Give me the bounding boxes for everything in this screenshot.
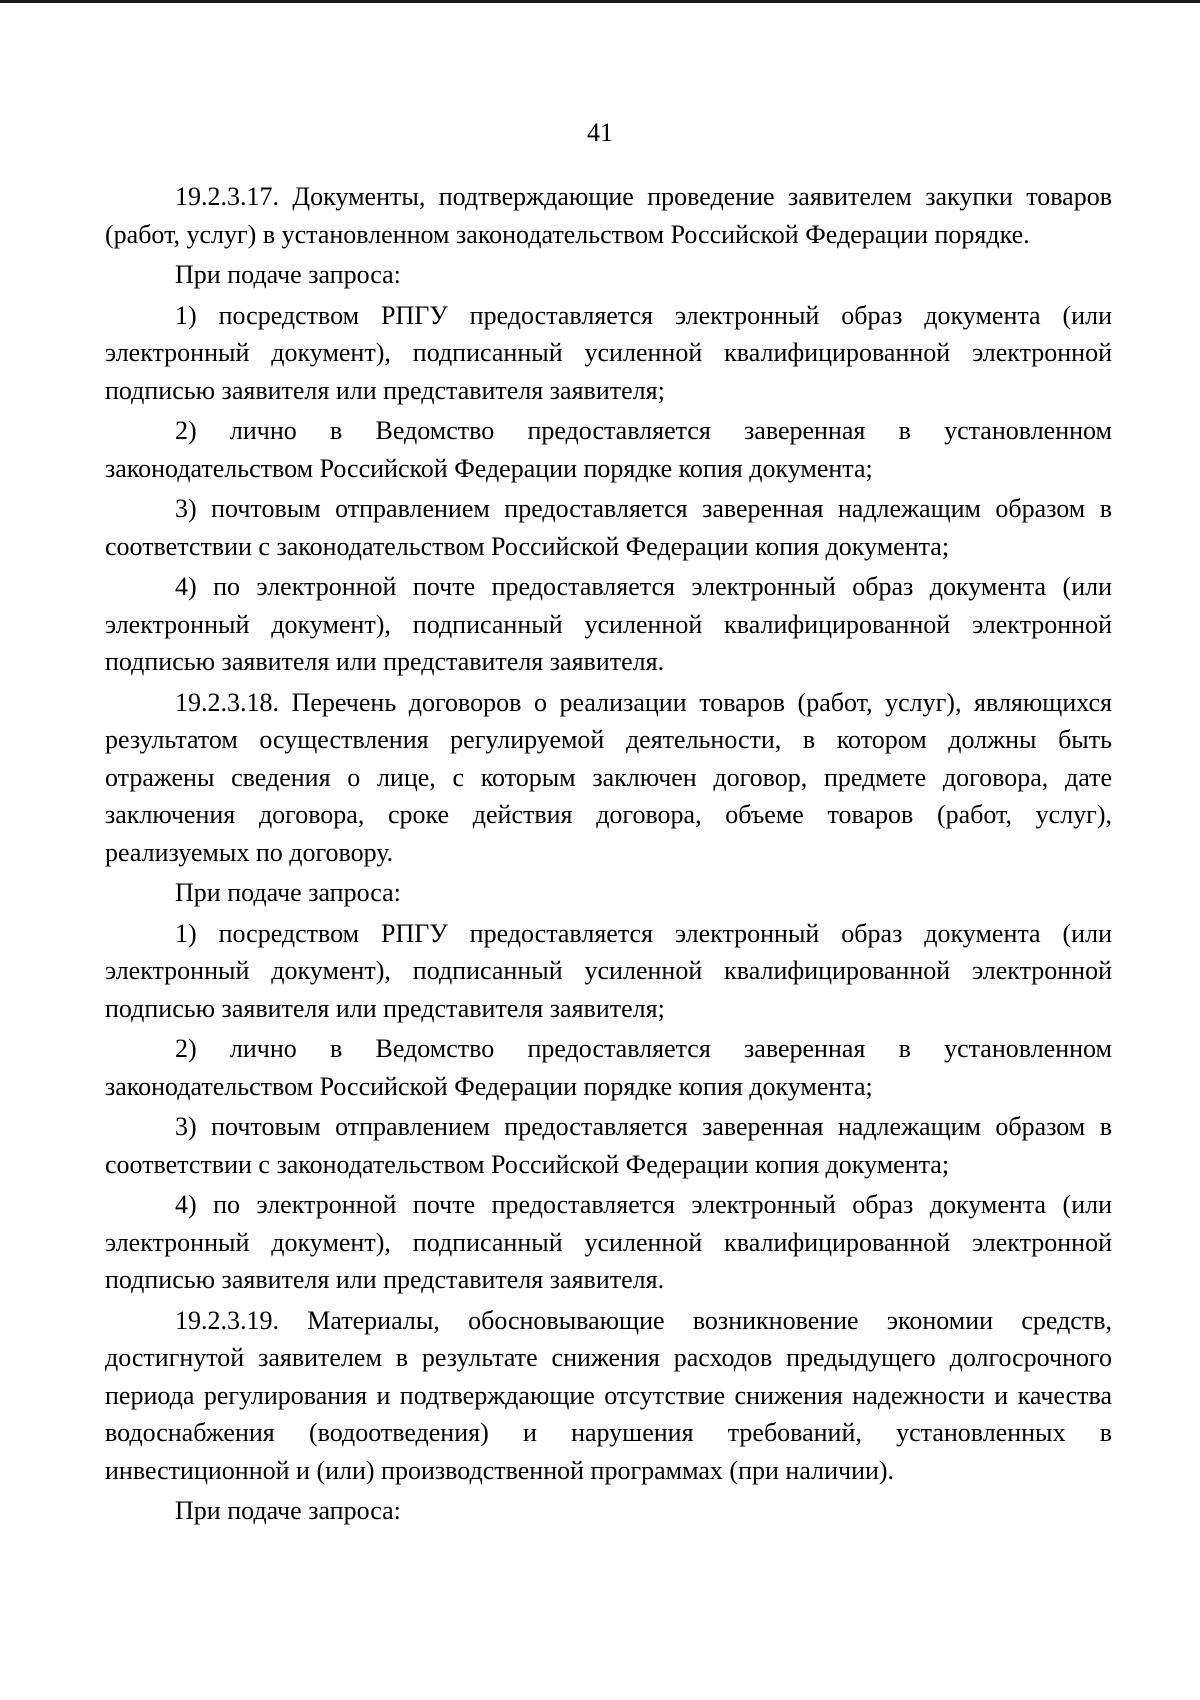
paragraph-request-intro: При подаче запроса:: [175, 1496, 401, 1525]
paragraph-19-2-3-17: 19.2.3.17. Документы, подтверждающие проведение заявителем закупки товаров (работ, услуг) в установленном законодательством Российской Федерации порядке.: [105, 182, 1112, 249]
page-number: 41: [587, 118, 613, 147]
paragraph-item-2: 2) лично в Ведомство предоставляется заверенная в установленном законодательством Российской Федерации порядке копия документа;: [105, 416, 1112, 483]
paragraph-item-3: 3) почтовым отправлением предоставляется заверенная надлежащим образом в соответствии с законодательством Российской Федерации копия документа;: [105, 1112, 1112, 1179]
paragraph-item-3: 3) почтовым отправлением предоставляется заверенная надлежащим образом в соответствии с законодательством Российской Федерации копия документа;: [105, 494, 1112, 561]
paragraph-item-1: 1) посредством РПГУ предоставляется электронный образ документа (или электронный документ), подписанный усиленной квалифицированной электронной подписью заявителя или представителя заявителя;: [105, 918, 1112, 1023]
document-body: [105, 178, 1112, 1533]
paragraph-item-4: 4) по электронной почте предоставляется электронный образ документа (или электронный документ), подписанный усиленной квалифицированной электронной подписью заявителя или представителя заявителя.: [105, 1190, 1112, 1294]
paragraph-19-2-3-18: 19.2.3.18. Перечень договоров о реализации товаров (работ, услуг), являющихся результатом осуществления регулируемой деятельности, в котором должны быть отражены сведения о лице, с которым заключен договор, предмете договора, дате заключения договора, сроке действия договора, объеме товаров (работ, услуг), реализуемых по договору.: [105, 687, 1112, 867]
paragraph-19-2-3-19: 19.2.3.19. Материалы, обосновывающие возникновение экономии средств, достигнутой заявителем в результате снижения расходов предыдущего долгосрочного периода регулирования и подтверждающие отсутствие снижения надежности и качества водоснабжения (водоотведения) и нарушения требований, установленных в инвестиционной и (или) производственной программах (при наличии).: [105, 1305, 1112, 1485]
paragraph-item-1: 1) посредством РПГУ предоставляется электронный образ документа (или электронный документ), подписанный усиленной квалифицированной электронной подписью заявителя или представителя заявителя;: [105, 300, 1112, 405]
paragraph-request-intro: При подаче запроса:: [175, 260, 401, 289]
paragraph-request-intro: При подаче запроса:: [175, 878, 401, 907]
page-top-edge: [0, 0, 1200, 3]
paragraph-item-2: 2) лично в Ведомство предоставляется заверенная в установленном законодательством Российской Федерации порядке копия документа;: [105, 1034, 1112, 1101]
paragraph-item-4: 4) по электронной почте предоставляется электронный образ документа (или электронный документ), подписанный усиленной квалифицированной электронной подписью заявителя или представителя заявителя.: [105, 572, 1112, 676]
